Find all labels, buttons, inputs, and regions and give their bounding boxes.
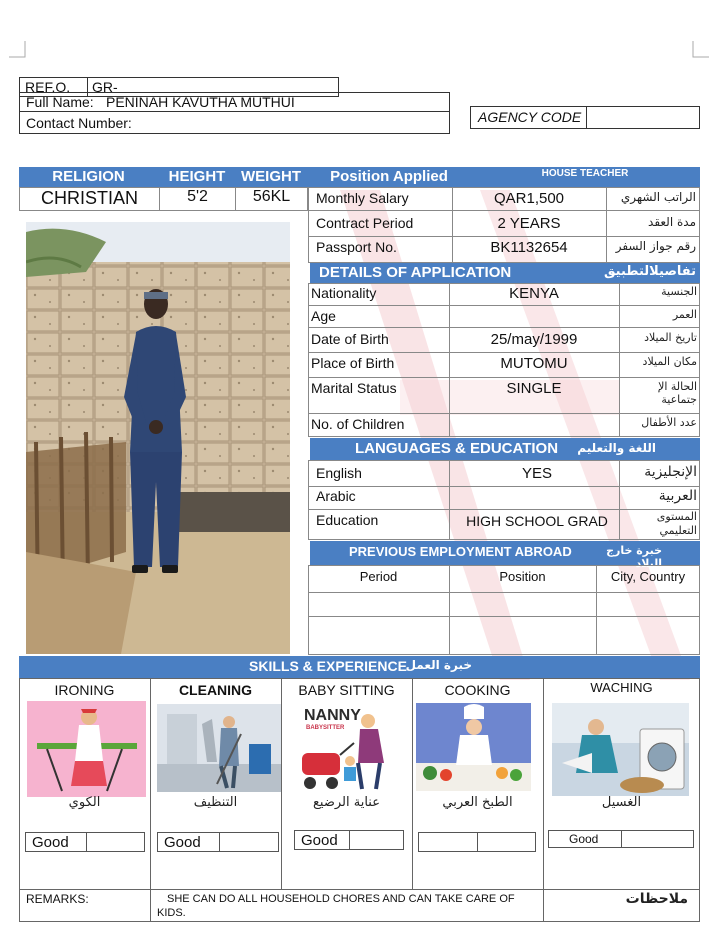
salary-value: QAR1,500 [493,190,565,207]
pob-label: Place of Birth [311,355,395,371]
remarks-label: REMARKS: [26,892,89,906]
babysitting-image [292,703,404,795]
marital-status-label: Marital Status [311,380,397,396]
nationality-label-ar: الجنسية [661,285,697,298]
children-label-ar: عدد الأطفال [641,416,697,429]
languages-title: LANGUAGES & EDUCATION [355,440,559,457]
ref-value: GR- [92,79,118,95]
applicant-photo [26,222,290,654]
height-value: 5'2 [187,188,208,205]
arabic-label-ar: العربية [658,488,697,504]
weight-value: 56KL [252,188,291,205]
education-label-ar: المستوى التعليمي [656,510,697,537]
skill-cooking-ar: الطبخ العربي [442,795,513,810]
skill-babysitting-rating: Good [301,832,338,849]
english-value: YES [521,465,552,482]
employment-col-position: Position [499,569,546,584]
skill-cleaning-name: CLEANING [178,682,253,698]
position-label: Position Applied [309,167,469,187]
skill-babysitting-ar: عناية الرضيع [313,795,380,810]
employment-title: PREVIOUS EMPLOYMENT ABROAD [349,544,572,559]
dob-label: Date of Birth [311,331,389,347]
dob-label-ar: تاريخ الميلاد [644,331,697,344]
skills-title: SKILLS & EXPERIENCE [249,658,407,674]
contract-period-value: 2 YEARS [497,215,561,232]
nationality-value: KENYA [509,285,559,302]
pob-value: MUTOMU [500,355,568,372]
remarks-label-ar: ملاحظات [625,891,688,907]
skill-cleaning-rating-box [157,832,279,852]
washing-image [552,703,689,796]
full-name-value: PENINAH KAVUTHA MUTHUI [106,94,295,110]
skill-washing-rating: Good [569,832,599,846]
english-label-ar: الإنجليزية [644,464,697,480]
corner-mark-top-left [8,40,26,58]
weight-label: WEIGHT [236,167,306,187]
contract-period-label: Contract Period [316,215,414,231]
pob-label-ar: مكان الميلاد [642,355,697,368]
nanny-banner-sub: BABYSITTER [306,725,345,731]
corner-mark-top-right [692,40,710,58]
skill-babysitting-rating-box [294,830,404,850]
skills-title-ar: خبرة العمل [405,658,472,672]
education-label: Education [316,512,379,528]
skill-ironing-rating: Good [32,834,69,851]
nanny-banner: NANNY [304,707,361,724]
employment-title-ar: خبرة خارج البلاد [606,544,662,570]
contact-box [19,111,450,134]
skill-washing-name: WACHING [590,680,653,695]
remarks-text: SHE CAN DO ALL HOUSEHOLD CHORES AND CAN TAKE CARE OF KIDS. [157,893,515,919]
skill-ironing-rating-box [25,832,145,852]
skill-cooking-name: COOKING [444,682,511,698]
salary-label-ar: الراتب الشهري [620,190,696,204]
skill-cleaning-ar: التنظيف [193,795,238,810]
arabic-label: Arabic [316,488,356,504]
full-name-box [19,92,450,112]
skill-washing-rating-box [548,830,694,848]
full-name-label: Full Name: [26,94,94,110]
contact-label: Contact Number: [26,115,132,131]
skill-cleaning-rating: Good [164,834,201,851]
languages-title-ar: اللغة والتعليم [577,441,656,455]
passport-label-ar: رقم جواز السفر [615,239,696,253]
english-label: English [316,465,362,481]
position-value: HOUSE TEACHER [470,167,700,183]
skill-cooking-rating-box [418,832,536,852]
passport-label: Passport No. [316,239,397,255]
passport-value: BK1132654 [490,239,568,256]
cleaning-image [157,704,281,792]
marital-status-value: SINGLE [506,380,562,397]
nationality-label: Nationality [311,285,377,301]
application-title: DETAILS OF APPLICATION [319,264,512,281]
children-label: No. of Children [311,416,405,432]
ironing-image [27,701,146,797]
skill-ironing-ar: الكوي [68,795,101,810]
salary-label: Monthly Salary [316,190,409,206]
cooking-image [416,703,531,791]
dob-value: 25/may/1999 [490,331,578,348]
employment-col-city: City, Country [610,569,686,584]
ref-label: REF.O. [25,79,71,95]
religion-label: RELIGION [19,167,158,187]
marital-status-label-ar: الحالة الإ جتماعية [658,380,697,406]
height-label: HEIGHT [160,167,234,187]
application-title-ar: تفاصيلالتطبيق [603,264,696,279]
agency-code-label: AGENCY CODE [478,109,582,125]
age-label-ar: العمر [672,308,697,321]
employment-col-period: Period [359,569,398,584]
religion-value: CHRISTIAN [40,188,138,208]
skill-ironing-name: IRONING [54,682,115,698]
education-value: HIGH SCHOOL GRAD [466,513,608,529]
contract-period-label-ar: مدة العقد [648,215,696,229]
skill-washing-ar: الغسيل [601,795,642,810]
age-label: Age [311,308,336,324]
agency-code-box [470,106,700,129]
skill-babysitting-name: BABY SITTING [298,682,395,698]
